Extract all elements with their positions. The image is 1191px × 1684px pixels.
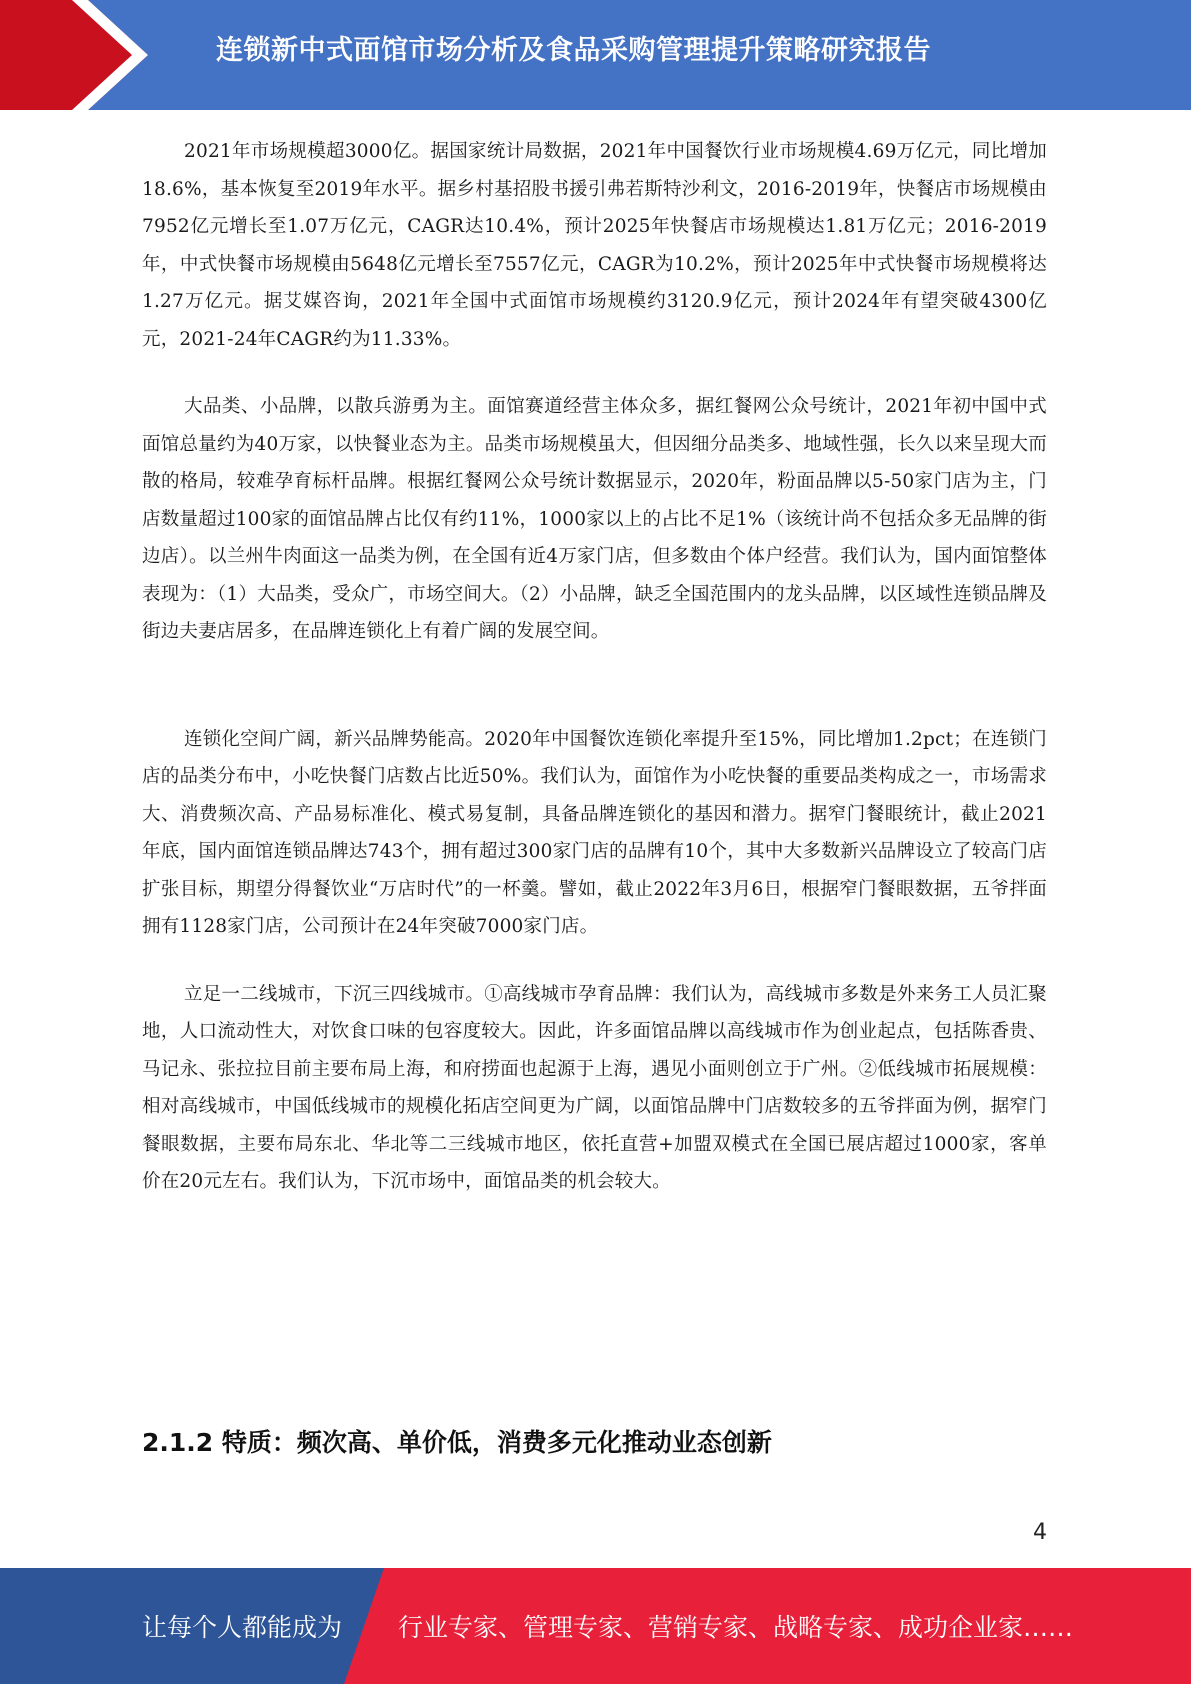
- document-body: [142, 133, 1047, 1201]
- page-footer: [0, 1568, 1191, 1684]
- footer-slogan-right: 行业专家、管理专家、营销专家、战略专家、成功企业家……: [398, 1613, 1074, 1642]
- paragraph-city-tiers: 立足一二线城市，下沉三四线城市。①高线城市孕育品牌：我们认为，高线城市多数是外来务工人员汇聚地，人口流动性大，对饮食口味的包容度较大。因此，许多面馆品牌以高线城市作为创业起点，包括陈香贵、马记永、张拉拉目前主要布局上海，和府捞面也起源于上海，遇见小面则创立于广州。②低线城市拓展规模：相对高线城市，中国低线城市的规模化拓店空间更为广阔，以面馆品牌中门店数较多的五爷拌面为例，据窄门餐眼数据，主要布局东北、华北等二三线城市地区，依托直营+加盟双模式在全国已展店超过1000家，客单价在20元左右。我们认为，下沉市场中，面馆品类的机会较大。: [142, 983, 1047, 1192]
- footer-slogan-left: 让每个人都能成为: [142, 1613, 343, 1642]
- paragraph-brand-landscape: 大品类、小品牌，以散兵游勇为主。面馆赛道经营主体众多，据红餐网公众号统计，2021年初中国中式面馆总量约为40万家，以快餐业态为主。品类市场规模虽大，但因细分品类多、地域性强，长久以来呈现大而散的格局，较难孕育标杆品牌。根据红餐网公众号统计数据显示，2020年，粉面品牌以5-50家门店为主，门店数量超过100家的面馆品牌占比仅有约11%，1000家以上的占比不足1%（该统计尚不包括众多无品牌的街边店）。以兰州牛肉面这一品类为例，在全国有近4万家门店，但多数由个体户经营。我们认为，国内面馆整体表现为：（1）大品类，受众广，市场空间大。（2）小品牌，缺乏全国范围内的龙头品牌，以区域性连锁品牌及街边夫妻店居多，在品牌连锁化上有着广阔的发展空间。: [142, 396, 1047, 642]
- header-red-chevron: [0, 0, 148, 110]
- page-number: 4: [1033, 1520, 1047, 1545]
- header-title: 连锁新中式面馆市场分析及食品采购管理提升策略研究报告: [216, 35, 931, 66]
- page-header: [0, 0, 1191, 110]
- paragraph-market-size: 2021年市场规模超3000亿。据国家统计局数据，2021年中国餐饮行业市场规模4.69万亿元，同比增加18.6%，基本恢复至2019年水平。据乡村基招股书援引弗若斯特沙利文，2016-2019年，快餐店市场规模由7952亿元增长至1.07万亿元，CAGR达10.4%，预计2025年快餐店市场规模达1.81万亿元；2016-2019年，中式快餐市场规模由5648亿元增长至7557亿元，CAGR为10.2%，预计2025年中式快餐市场规模将达1.27万亿元。据艾媒咨询，2021年全国中式面馆市场规模约3120.9亿元，预计2024年有望突破4300亿元，2021-24年CAGR约为11.33%。: [142, 141, 1047, 350]
- paragraph-chain-expansion: 连锁化空间广阔，新兴品牌势能高。2020年中国餐饮连锁化率提升至15%，同比增加1.2pct；在连锁门店的品类分布中，小吃快餐门店数占比近50%。我们认为，面馆作为小吃快餐的重要品类构成之一，市场需求大、消费频次高、产品易标准化、模式易复制，具备品牌连锁化的基因和潜力。据窄门餐眼统计，截止2021年底，国内面馆连锁品牌达743个，拥有超过300家门店的品牌有10个，其中大多数新兴品牌设立了较高门店扩张目标，期望分得餐饮业“万店时代”的一杯羹。譬如，截止2022年3月6日，根据窄门餐眼数据，五爷拌面拥有1128家门店，公司预计在24年突破7000家门店。: [142, 728, 1047, 937]
- section-heading: 2.1.2 特质：频次高、单价低，消费多元化推动业态创新: [142, 1428, 772, 1457]
